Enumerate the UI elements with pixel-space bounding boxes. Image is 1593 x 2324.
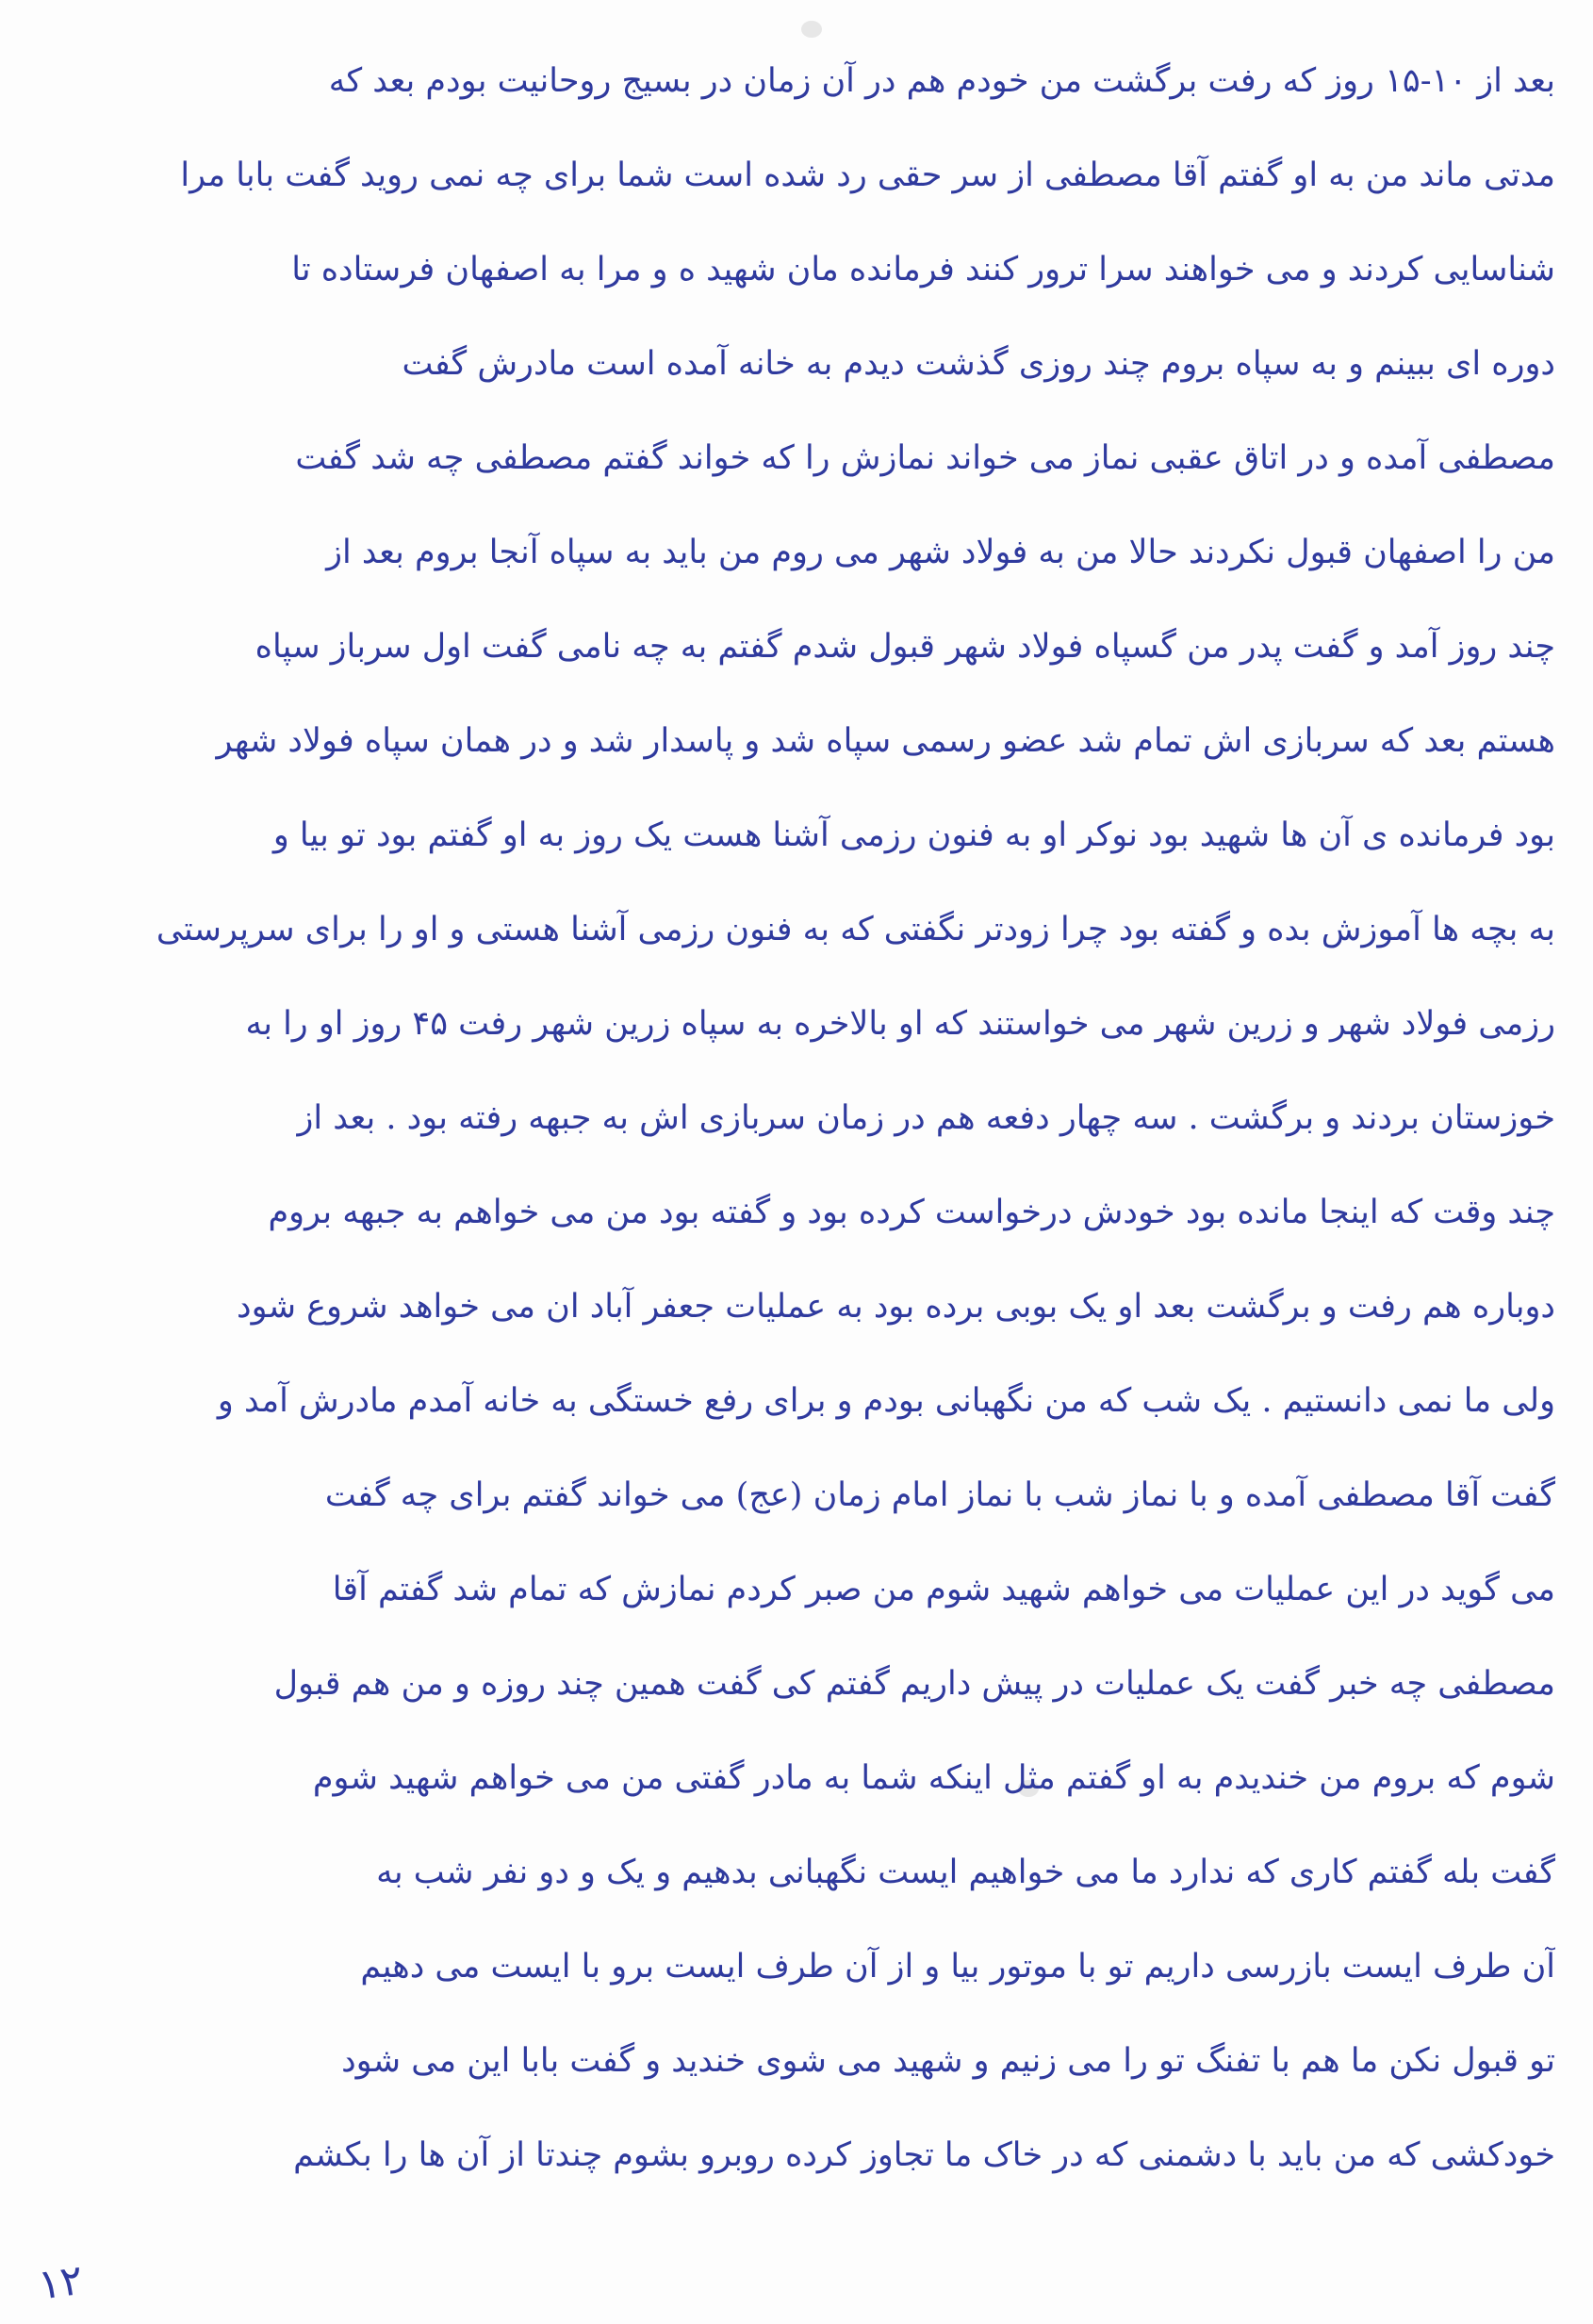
- text-line: چند روز آمد و گفت پدر من گسپاه فولاد شهر قبول شدم گفتم به چه نامی گفت اول سرباز سپاه: [255, 628, 1555, 666]
- text-line: بعد از ۱۰-۱۵ روز که رفت برگشت من خودم هم در آن زمان در بسیج روحانیت بودم بعد که: [328, 62, 1555, 100]
- text-line: چند وقت که اینجا مانده بود خودش درخواست کرده بود و گفته بود من می خواهم به جبهه بروم: [268, 1194, 1555, 1231]
- text-line: شوم که بروم من خندیدم به او گفتم مثل اینکه شما به مادر گفتی من می خواهم شهید شوم: [312, 1759, 1555, 1797]
- text-line: مصطفی آمده و در اتاق عقبی نماز می خواند نمازش را که خواند گفتم مصطفی چه شد گفت: [295, 439, 1555, 477]
- text-line: خودکشی که من باید با دشمنی که در خاک ما تجاوز کرده روبرو بشوم چندتا از آن ها را بکشم: [293, 2136, 1555, 2174]
- text-line: هستم بعد که سربازی اش تمام شد عضو رسمی سپاه شد و پاسدار شد و در همان سپاه فولاد شهر: [216, 722, 1555, 760]
- text-line: ولی ما نمی دانستیم . یک شب که من نگهبانی بودم و برای رفع خستگی به خانه آمدم مادرش آمد و: [217, 1382, 1555, 1420]
- text-line: شناسایی کردند و می خواهند سرا ترور کنند فرمانده مان شهید ه و مرا به اصفهان فرستاده تا: [291, 251, 1555, 288]
- handwritten-text-body: [28, 34, 1555, 2221]
- text-line: تو قبول نکن ما هم با تفنگ تو را می زنیم و شهید می شوی خندید و گفت بابا این می شود: [341, 2042, 1555, 2080]
- text-line: مصطفی چه خبر گفت یک عملیات در پیش داریم گفتم کی گفت همین چند روزه و من هم قبول: [273, 1665, 1555, 1703]
- text-line: دوباره هم رفت و برگشت بعد او یک بوبی برده بود به عملیات جعفر آباد ان می خواهد شروع شود: [237, 1288, 1555, 1326]
- text-line: من را اصفهان قبول نکردند حالا من به فولاد شهر می روم من باید به سپاه آنجا بروم بعد از: [326, 534, 1555, 571]
- text-line: دوره ای ببینم و به سپاه بروم چند روزی گذشت دیدم به خانه آمده است مادرش گفت: [402, 345, 1555, 383]
- text-line: گفت بله گفتم کاری که ندارد ما می خواهیم ایست نگهبانی بدهیم و یک و دو نفر شب به: [376, 1854, 1555, 1891]
- text-line: به بچه ها آموزش بده و گفته بود چرا زودتر نگفتی که به فنون رزمی آشنا هستی و او را برای سرپرستی: [156, 911, 1555, 948]
- text-line: آن طرف ایست بازرسی داریم تو با موتور بیا و از آن طرف ایست برو با ایست می دهیم: [360, 1948, 1555, 1986]
- text-line: خوزستان بردند و برگشت . سه چهار دفعه هم در زمان سربازی اش به جبهه رفته بود . بعد از: [297, 1099, 1555, 1137]
- text-line: رزمی فولاد شهر و زرین شهر می خواستند که او بالاخره به سپاه زرین شهر رفت ۴۵ روز او را به: [245, 1005, 1555, 1043]
- text-line: بود فرمانده ی آن ها شهید بود نوکر او به فنون رزمی آشنا هست یک روز به او گفتم بود تو بیا و: [272, 816, 1555, 854]
- text-line: مدتی ماند من به او گفتم آقا مصطفی از سر حقی رد شده است شما برای چه نمی روید گفت بابا مرا: [180, 157, 1555, 194]
- text-line: می گوید در این عملیات می خواهم شهید شوم من صبر کردم نمازش که تمام شد گفتم آقا: [332, 1571, 1555, 1608]
- text-line: گفت آقا مصطفی آمده و با نماز شب با نماز امام زمان (عج) می خواند گفتم برای چه گفت: [324, 1476, 1555, 1514]
- page-number: ۱۲: [35, 2255, 87, 2310]
